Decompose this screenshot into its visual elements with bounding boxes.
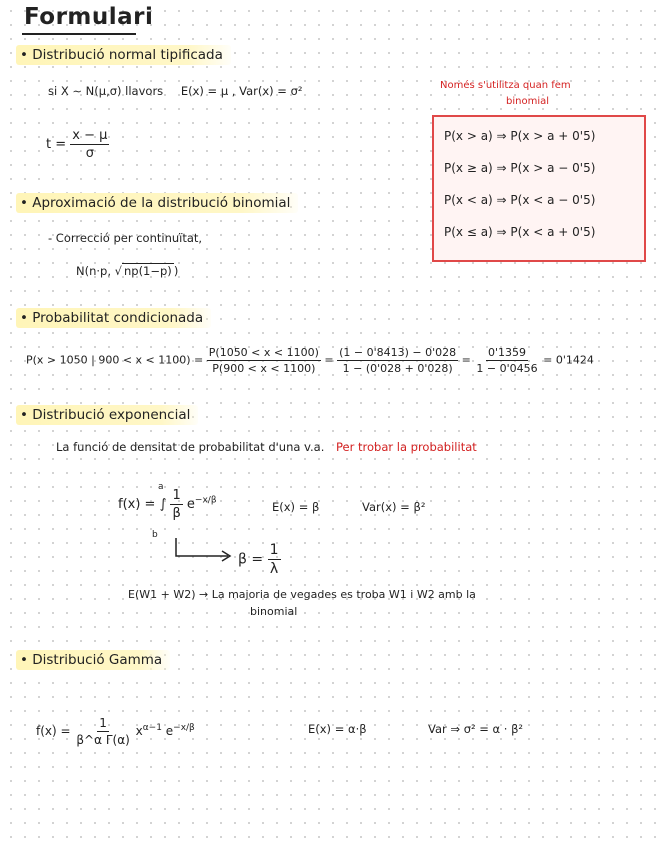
normal-mean-variance: E(x) = μ , Var(x) = σ² [180, 84, 303, 98]
cond-fraction-1 [207, 346, 321, 375]
cond-fraction-2-num: (1 − 0'8413) − 0'028 [339, 346, 457, 359]
gamma-fraction [74, 716, 131, 747]
page-title: Formulari [24, 4, 154, 30]
correction-rule-3: P(x < a) ⇒ P(x < a − 0'5) [444, 193, 596, 207]
cond-fraction-3-num: 0'1359 [487, 346, 527, 359]
normal-definition-text: si X ∼ N(μ,σ) llavors [48, 84, 164, 98]
continuity-correction-box [432, 115, 646, 262]
equals-sign: = [461, 353, 471, 367]
beta-fraction-den: λ [269, 561, 279, 577]
equals-sign: = [324, 353, 334, 367]
density-description: La funció de densitat de probabilitat d'una v.a. [56, 440, 325, 454]
arrow-icon [170, 536, 240, 566]
heading-binomial-approximation: • Aproximació de la distribució binomial [16, 193, 298, 213]
title-underline [22, 33, 136, 35]
cond-fraction-3-den: 1 − 0'0456 [476, 362, 538, 375]
gamma-variance: Var ⇒ σ² = α · β² [428, 722, 524, 736]
gamma-e: e [165, 724, 174, 738]
exponential-description [56, 440, 477, 454]
exp-fraction-num: 1 [172, 488, 181, 503]
exp-f-lhs: f(x) = ∫ [118, 497, 167, 512]
sqrt-symbol: √ [114, 264, 122, 278]
t-formula [46, 128, 109, 161]
gamma-x: x [135, 724, 143, 738]
cond-fraction-2-den: 1 − (0'028 + 0'028) [342, 362, 453, 375]
continuity-correction-label: - Correcció per continuïtat, [48, 231, 203, 245]
exp-fraction-den: β [172, 506, 181, 521]
cond-fraction-1-den: P(900 < x < 1100) [212, 362, 316, 375]
approx-prefix: N(n·p, [76, 264, 111, 278]
note-line-1: Només s'utilitza quan fem [440, 80, 571, 91]
exponential-variance: Var(x) = β² [362, 500, 426, 514]
beta-lhs: β = [238, 551, 264, 568]
exponential-density-formula [118, 488, 217, 521]
integral-upper-limit: a [158, 482, 164, 492]
cond-fraction-1-num: P(1050 < x < 1100) [208, 346, 319, 359]
correction-rule-2: P(x ≥ a) ⇒ P(x > a − 0'5) [444, 161, 596, 175]
probability-note: Per trobar la probabilitat [336, 440, 477, 454]
gamma-e-exponent: −x/β [173, 723, 195, 733]
sum-of-variables-note: E(W1 + W2) → La majoria de vegades es troba W1 i W2 amb la [128, 588, 476, 601]
heading-normal-distribution: • Distribució normal tipificada [16, 45, 231, 65]
integral-lower-limit: b [152, 530, 158, 540]
note-line-2: binomial [506, 96, 550, 107]
correction-rule-1: P(x > a) ⇒ P(x > a + 0'5) [444, 129, 596, 143]
cond-fraction-3 [474, 346, 539, 375]
cond-lhs: P(x > 1050 | 900 < x < 1100) = [26, 353, 204, 367]
gamma-mean: E(x) = α·β [308, 722, 367, 736]
sum-of-variables-note-cont: binomial [250, 605, 298, 618]
exp-e: e [186, 497, 195, 512]
correction-rule-4: P(x ≤ a) ⇒ P(x < a + 0'5) [444, 225, 596, 239]
gamma-density-formula [36, 716, 195, 747]
heading-conditional-probability: • Probabilitat condicionada [16, 308, 211, 328]
gamma-fraction-num: 1 [99, 716, 107, 730]
t-fraction [70, 128, 109, 161]
t-formula-lhs: t = [46, 137, 67, 152]
t-denominator: σ [85, 146, 94, 161]
approx-suffix: ) [173, 264, 179, 278]
gamma-f-lhs: f(x) = [36, 724, 71, 738]
cond-result: = 0'1424 [543, 353, 594, 367]
approx-sqrt-argument: np(1−p) [123, 264, 172, 278]
beta-lambda-relation [238, 542, 281, 577]
normal-definition [48, 84, 302, 98]
beta-fraction [268, 542, 281, 577]
exp-fraction [170, 488, 182, 521]
beta-fraction-num: 1 [269, 542, 279, 558]
binomial-normal-approx [76, 264, 178, 278]
cond-fraction-2 [337, 346, 458, 375]
gamma-fraction-den: β^α Γ(α) [76, 733, 130, 747]
conditional-probability-equation [26, 346, 594, 375]
heading-exponential-distribution: • Distribució exponencial [16, 405, 198, 425]
exp-exponent: −x/β [194, 495, 217, 506]
gamma-x-exponent: α−1 [142, 723, 162, 733]
heading-gamma-distribution: • Distribució Gamma [16, 650, 170, 670]
exponential-mean: E(x) = β [272, 500, 320, 514]
t-numerator: x − μ [72, 128, 108, 143]
